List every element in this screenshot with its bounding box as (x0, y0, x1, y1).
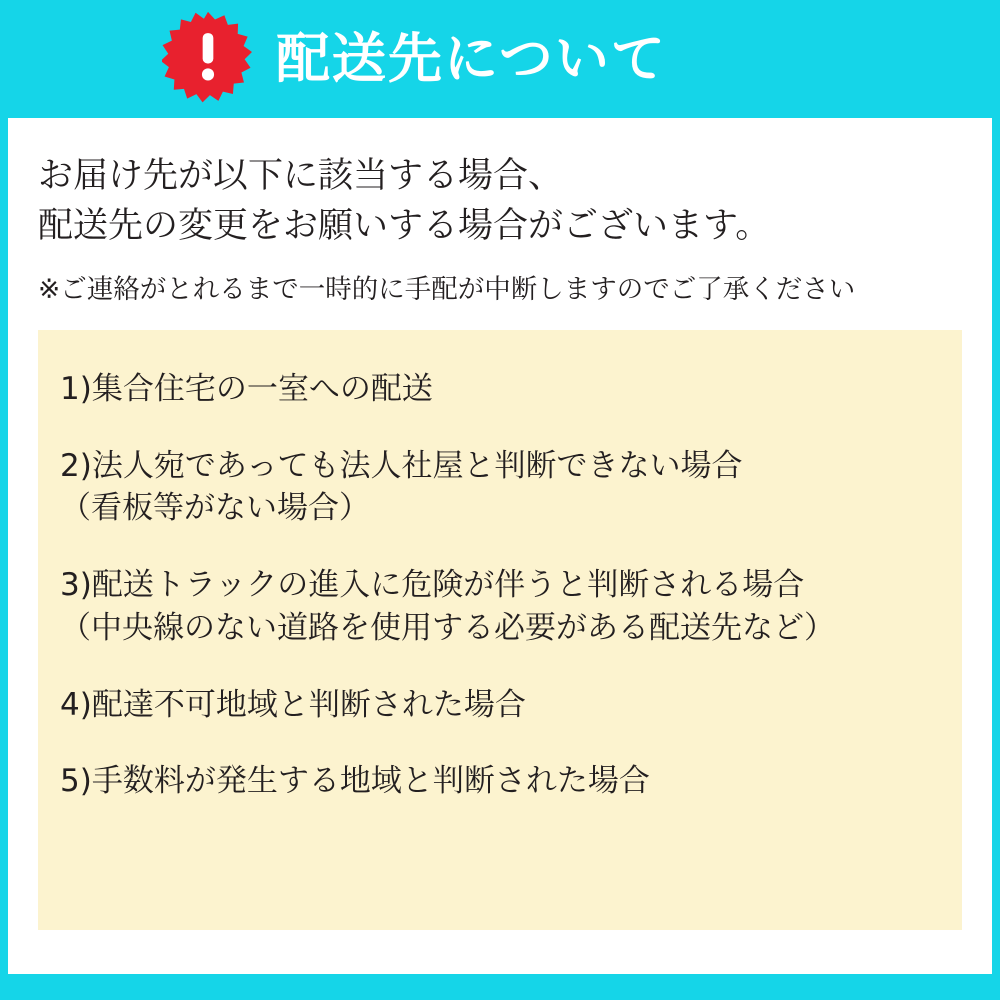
lead-text (38, 152, 962, 251)
lead-line-1: お届け先が以下に該当する場合、 (38, 156, 564, 196)
lead-line-2: 配送先の変更をお願いする場合がございます。 (38, 205, 771, 246)
list-item (60, 760, 940, 803)
exclamation-burst-icon (162, 11, 254, 103)
list-item (60, 445, 940, 531)
list-item-main: 3)配送トラックの進入に危険が伴うと判断される場合 (60, 567, 805, 604)
page-title: 配送先について (276, 27, 667, 90)
list-item (60, 684, 940, 727)
notice-card (8, 118, 992, 974)
list-item-sub: （看板等がない場合） (60, 490, 370, 527)
note-text: ※ご連絡がとれるまで一時的に手配が中断しますのでご了承ください (38, 274, 856, 306)
list-item (60, 368, 940, 411)
list-item-main: 5)手数料が発生する地域と判断された場合 (60, 763, 650, 800)
page-header (0, 0, 1000, 118)
list-item (60, 564, 940, 650)
list-item-main: 1)集合住宅の一室への配送 (60, 370, 433, 407)
list-item-sub: （中央線のない道路を使用する必要がある配送先など） (60, 609, 835, 646)
conditions-list (38, 330, 962, 930)
list-item-main: 2)法人宛であっても法人社屋と判断できない場合 (60, 447, 743, 484)
list-item-main: 4)配達不可地域と判断された場合 (60, 686, 526, 723)
